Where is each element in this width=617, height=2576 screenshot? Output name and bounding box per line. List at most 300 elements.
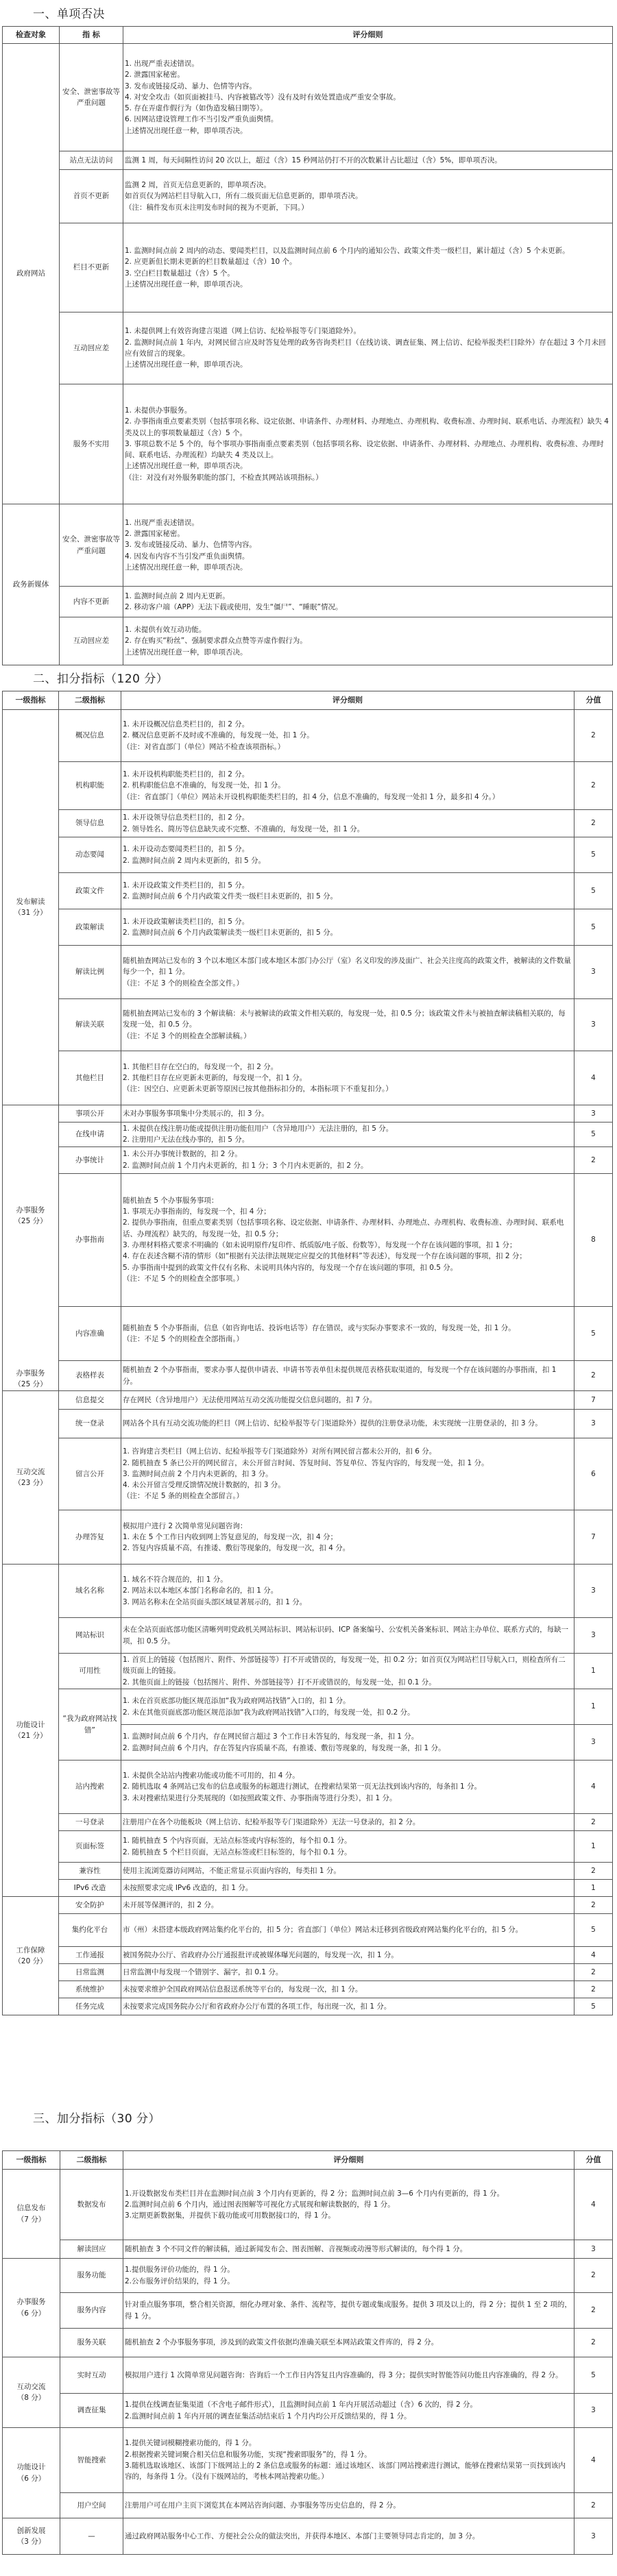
table-row — [3, 1814, 613, 1831]
indicator: 首页不更新 — [60, 170, 123, 223]
rule-line: 2. 注册用户无法在线办事的，扣 5 分。 — [123, 1136, 250, 1144]
scoring-rules — [123, 2170, 574, 2240]
indicator: 栏目不更新 — [60, 223, 123, 312]
score-value: 3 — [574, 1565, 613, 1618]
scoring-rules — [121, 1051, 574, 1105]
rule-line: 2. 移动客户端（APP）无法下载或使用，发生“僵尸”、“睡眠”情况。 — [125, 603, 343, 611]
header-secondary-indicator: 二级指标 — [59, 691, 121, 710]
secondary-indicator: 集约化平台 — [59, 1914, 121, 1947]
scoring-rules — [121, 1173, 574, 1306]
rule-line: 针对重点服务事项，整合相关资源，细化办理对象、条件、流程等，提供专题或集成服务。提供 3 项及以上的，得 2 分；提供 1 至 2 项的，得 1 分。 — [125, 2301, 572, 2320]
secondary-indicator: 安全防护 — [59, 1897, 121, 1914]
rule-line: 随机抽查网站已发布的 3 个解读稿：未与被解读的政策文件相关联的，每发现一处，扣 0.5 分；该政策文件未与被抽查解读稿相关联的，每发现一处，扣 0.5 分。 — [123, 1009, 566, 1029]
score-value: 5 — [574, 1122, 613, 1146]
indicator: 互动回应差 — [60, 617, 123, 665]
scoring-rules — [121, 1880, 574, 1897]
scoring-rules — [123, 44, 613, 151]
score-value: 2 — [574, 1361, 613, 1391]
rule-line: 未按要求完成国务院办公厅和省政府办公厅布置的各项工作，每出现一次，扣 1 分。 — [123, 2002, 391, 2011]
rule-line: 模拟用户进行 1 次简单常见问题咨询：咨询后一个工作日内答复且内容准确的，得 3 分；提供实时智能答问功能且内容准确的，得 2 分。 — [125, 2370, 563, 2379]
primary-indicator-line: （20 分） — [14, 1957, 47, 1966]
secondary-indicator: 页面标签 — [59, 1831, 121, 1863]
rule-line: 3. 未对搜索结果进行分类展现的（如按照政策文件、办事指南等进行分类），扣 1 分。 — [123, 1793, 397, 1802]
rule-line: 1. 未公开办事统计数据的，扣 2 分。 — [123, 1150, 242, 1159]
primary-indicator-line: （6 分） — [16, 2474, 46, 2483]
scoring-rules — [121, 1725, 574, 1761]
scoring-rules — [121, 999, 574, 1051]
rule-line: 存在网民（含异地用户）无法使用网站互动交流功能提交信息问题的，扣 7 分。 — [123, 1395, 377, 1404]
primary-indicator-line: 办事服务 — [16, 1206, 45, 1214]
table-row — [3, 999, 613, 1051]
rule-line: 2. 提供办事指南，但重点要素类别（包括事项名称、设定依据、申请条件、办理材料、办理地点、办理机构、收费标准、办理时间、联系电话、办理流程）缺失的，每发现一处，扣 0.5 分； — [123, 1218, 564, 1238]
table-row — [3, 1964, 613, 1981]
table-row — [3, 1618, 613, 1654]
table-row — [3, 1361, 613, 1391]
header-check-object: 检查对象 — [3, 27, 60, 44]
score-value: 2 — [574, 1814, 613, 1831]
secondary-indicator: 任务完成 — [59, 1998, 121, 2015]
rule-line: 1. 未提供有效互动功能。 — [125, 626, 206, 635]
header-scoring-rules: 评分细则 — [123, 27, 613, 44]
rule-line: 3. 发布或链接反动、暴力、色情等内容。 — [125, 82, 256, 90]
score-value: 4 — [574, 1947, 613, 1964]
primary-indicator-line: （8 分） — [16, 2394, 46, 2402]
primary-indicator-line: 互动交流 — [16, 2382, 46, 2391]
rule-line: 随机抽查 3 个不同文件的解读稿，通过新闻发布会、图表图解、音视频或动漫等形式解读的，每个得 1 分。 — [125, 2244, 468, 2253]
scoring-rules — [121, 762, 574, 810]
rule-line: 1. 咨询建言类栏目（网上信访、纪检举报等专门渠道除外）对所有网民留言都未公开的，扣 6 分。 — [123, 1447, 437, 1456]
scoring-rules — [123, 617, 613, 665]
primary-indicator-line: 功能设计 — [16, 1720, 45, 1729]
rule-line: 日常监测中每发现一个错别字、漏字，扣 0.1 分。 — [123, 1967, 283, 1976]
primary-indicator-line: （6 分） — [16, 2309, 46, 2318]
scoring-rules — [121, 1510, 574, 1565]
table-row — [3, 1051, 613, 1105]
table-row — [3, 1173, 613, 1306]
primary-indicator — [3, 1391, 59, 1565]
rule-line: 注册用户可在用户主页下浏览其在本网站咨询问题、办事服务等历史信息的，得 2 分。 — [125, 2501, 400, 2510]
scoring-rules — [121, 1410, 574, 1438]
table-row — [3, 384, 613, 504]
rule-line: 1. 事项无办事指南的，每发现一个，扣 4 分； — [123, 1207, 271, 1216]
score-value: 3 — [574, 946, 613, 999]
scoring-rules — [121, 1897, 574, 1914]
rule-line: 1. 监测时间点前 2 周内无更新。 — [125, 591, 230, 600]
score-value: 2 — [574, 1964, 613, 1981]
secondary-indicator: 服务功能 — [60, 2259, 123, 2293]
primary-indicator-line: （21 分） — [14, 1732, 47, 1741]
rule-line: 未按要求维护全国政府网站信息报送系统等平台的，每发现一次，扣 1 分。 — [123, 1985, 363, 1994]
scoring-rules — [121, 1391, 574, 1410]
score-value: 3 — [574, 1410, 613, 1438]
rule-line: 2. 其他页面上的链接（包括图片、附件、外部链接等）打不开或错误的，每发现一处，扣 0.1 分。 — [123, 1678, 436, 1686]
primary-indicator-line: （7 分） — [16, 2215, 46, 2224]
rule-line: （注：不足 5 条的则检查全部留言。） — [123, 1492, 244, 1501]
rule-line: 随机抽查 5 个办事指南，信息（如咨询电话、投诉电话等）存在错误，或与实际办事要求不一致的，每发现一处，扣 1 分。 — [123, 1323, 516, 1332]
header-primary-indicator: 一级指标 — [3, 2151, 60, 2170]
score-value: 2 — [574, 2329, 613, 2357]
primary-indicator-line: 互动交流 — [16, 1467, 45, 1476]
scoring-rules — [121, 1814, 574, 1831]
secondary-indicator: 站内搜索 — [59, 1761, 121, 1814]
secondary-indicator: 可用性 — [59, 1654, 121, 1689]
scoring-rules — [121, 1964, 574, 1981]
primary-indicator-line: 工作保障 — [16, 1946, 45, 1954]
veto-table — [2, 26, 613, 665]
rule-line: 5. 存在弄虚作假行为（如伪造发稿日期等）。 — [125, 104, 267, 113]
scoring-rules — [121, 1947, 574, 1964]
rule-line: 2. 监测时间点前 2 周内未更新的，扣 5 分。 — [123, 856, 266, 865]
score-value: 1 — [574, 1654, 613, 1689]
rule-line: 2. 办事指南重点要素类别（包括事项名称、设定依据、申请条件、办理材料、办理地点、办理机构、收费标准、办理时间、联系电话、办理流程）缺失 4 类及以上的事项数量超过（含）5 个。 — [125, 417, 609, 437]
primary-indicator — [3, 2428, 60, 2518]
header-scoring-rules: 评分细则 — [121, 691, 574, 710]
rule-line: 3. 事项总数不足 5 个的，每个事项办事指南重点要素类别（包括事项名称、设定依据、申请条件、办理材料、办理地点、办理机构、收费标准、办理时间、联系电话、办理流程）均缺失 4 类及以上。 — [125, 439, 604, 460]
table-row — [3, 1510, 613, 1565]
table-row — [3, 617, 613, 665]
secondary-indicator: 动态要闻 — [59, 837, 121, 873]
rule-line: 使用主流浏览器访问网站，不能正常显示页面内容的，每类扣 1 分。 — [123, 1866, 341, 1875]
rule-line: 监测 2 周，首页无信息更新的，即单项否决。 — [125, 181, 271, 190]
rule-line: 1. 首页上的链接（包括图片、附件、外部链接等）打不开或错误的，每发现一处，扣 0.2 分；如首页仅为网站栏目导航入口，则检查所有二级页面上的链接。 — [123, 1656, 566, 1676]
table-row — [3, 44, 613, 151]
rule-line: 2.监测时间点前 6 个月内，通过图表图解等可视化方式展现和解读数据的，得 1 分。 — [125, 2200, 395, 2209]
rule-line: 1. 未在首页底部功能区规范添加“我为政府网站找错”入口的，扣 1 分。 — [123, 1697, 350, 1706]
rule-line: 4. 存在表述含糊不清的情形（如“根据有关法律法规规定应提交的其他材料”等表述），每发现一个存在该问题的事项，扣 2 分； — [123, 1252, 527, 1261]
scoring-rules — [121, 1863, 574, 1880]
score-value: 2 — [574, 2293, 613, 2329]
scoring-rules — [121, 873, 574, 909]
scoring-rules — [123, 2518, 574, 2555]
secondary-indicator: “我为政府网站找错” — [59, 1689, 121, 1761]
scoring-rules — [123, 587, 613, 617]
rule-line: 3. 网站名称未在全站页面头部区域显著展示的，扣 1 分。 — [123, 1597, 307, 1606]
rule-line: （注：因空白、应更新未更新等原因已按其他指标扣分的，本指标项下不重复扣分。） — [123, 1085, 393, 1094]
primary-indicator-line: 创新发展 — [16, 2526, 46, 2535]
rule-line: 2. 随机抽查 5 个栏目页面，无站点标签或栏目标签的，每个扣 0.1 分。 — [123, 1848, 352, 1856]
secondary-indicator: IPv6 改造 — [59, 1880, 121, 1897]
rule-line: 2. 监测时间点前 1 个月内未更新的，扣 1 分；3 个月内未更新的，扣 2 分。 — [123, 1161, 368, 1170]
table-row — [3, 1914, 613, 1947]
primary-indicator-line: （25 分） — [14, 1379, 47, 1388]
secondary-indicator: 解读关联 — [59, 999, 121, 1051]
indicator: 服务不实用 — [60, 384, 123, 504]
rule-line: 未在全站页面底部功能区清晰列明党政机关网站标识、网站标识码、ICP 备案编号、公安机关备案标识、网站主办单位、联系方式的，每缺一项，扣 0.5 分。 — [123, 1626, 569, 1645]
score-value: 5 — [574, 1914, 613, 1947]
rule-line: 上述情况出现任意一种，即单项否决。 — [125, 280, 247, 289]
secondary-indicator: 办理答复 — [59, 1510, 121, 1565]
rule-line: 2. 概况信息更新不及时或不准确的，每发现一处，扣 1 分。 — [123, 731, 314, 740]
indicator: 互动回应差 — [60, 312, 123, 384]
rule-line: 1. 未开设政策文件类栏目的，扣 5 分。 — [123, 881, 250, 890]
table-row — [3, 1981, 613, 1998]
rule-line: 2. 监测时间点前 6 个月内政策文件类一级栏目未更新的，扣 5 分。 — [123, 892, 338, 900]
rule-line: 1. 监测时间点前 6 个月内，存在网民留言超过 3 个工作日未答复的，每发现一条，扣 1 分。 — [123, 1732, 419, 1741]
rule-line: 2.根据搜索关键词聚合相关信息和服务功能，实现“搜索即服务”的，得 1 分。 — [125, 2450, 372, 2459]
secondary-indicator: — — [60, 2518, 123, 2555]
score-value: 2 — [574, 1981, 613, 1998]
score-value: 2 — [574, 810, 613, 837]
rule-line: 未开展等保测评的，扣 2 分。 — [123, 1900, 219, 1909]
scoring-rules — [121, 1618, 574, 1654]
rule-line: 3. 监测时间点前 2 个月内未更新的，扣 3 分。 — [123, 1469, 273, 1478]
deduction-table — [2, 691, 613, 2015]
score-value: 5 — [574, 2357, 613, 2394]
rule-line: 上述情况出现任意一种，即单项否决。 — [125, 648, 247, 657]
rule-line: 4. 未公开留言受理反馈情况统计数据的，扣 3 分。 — [123, 1481, 285, 1490]
scoring-rules — [123, 223, 613, 312]
rule-line: 2. 监测时间点前 6 个月内政策解读类一级栏目未更新的，扣 5 分。 — [123, 929, 338, 937]
secondary-indicator: 统一登录 — [59, 1410, 121, 1438]
rule-line: 监测 1 周，每天间隔性访问 20 次以上，超过（含）15 秒网站仍打不开的次数累计占比超过（含）5%，即单项否决。 — [125, 156, 502, 164]
table-row — [3, 1306, 613, 1361]
primary-indicator — [3, 2518, 60, 2555]
table-row — [3, 1897, 613, 1914]
score-value: 3 — [574, 2518, 613, 2555]
rule-line: 1. 监测时间点前 2 周内的动态、要闻类栏目，以及监测时间点前 6 个月内的通知公告、政策文件类一级栏目，累计超过（含）5 个未更新。 — [125, 246, 570, 255]
rule-line: 1. 未开设动态要闻类栏目的，扣 5 分。 — [123, 845, 250, 854]
scoring-rules — [121, 1689, 574, 1725]
rule-line: 2.监测时间点前 1 年内开展的调查征集活动结束后 1 个月内均公开反馈结果的，得 1 分。 — [125, 2412, 411, 2420]
table-row — [3, 1146, 613, 1173]
secondary-indicator: 兼容性 — [59, 1863, 121, 1880]
score-value: 5 — [574, 837, 613, 873]
scoring-rules — [123, 2428, 574, 2493]
secondary-indicator: 日常监测 — [59, 1964, 121, 1981]
table-row — [3, 1880, 613, 1897]
header-secondary-indicator: 二级指标 — [60, 2151, 123, 2170]
scoring-rules — [123, 312, 613, 384]
rule-line: 随机抽查 2 个办事指南，要求办事人提供申请表、申请书等表单但未提供规范表格获取渠道的，每发现一个存在该问题的办事指南，扣 1 分。 — [123, 1366, 557, 1386]
scoring-rules — [121, 1914, 574, 1947]
secondary-indicator: 事项公开 — [59, 1105, 121, 1123]
table-row — [3, 837, 613, 873]
scoring-rules — [121, 1998, 574, 2015]
score-value: 3 — [574, 2240, 613, 2259]
scoring-rules — [121, 1565, 574, 1618]
rule-line: 4. 对安全攻击（如页面被挂马、内容被篡改等）没有及时有效处置造成严重安全事故。 — [125, 93, 400, 101]
score-value: 2 — [574, 1146, 613, 1173]
table-row — [3, 170, 613, 223]
score-value: 1 — [574, 1880, 613, 1897]
scoring-rules — [123, 384, 613, 504]
rule-line: 2. 其他栏目存在应更新未更新的，每发现一个，扣 1 分。 — [123, 1073, 307, 1082]
secondary-indicator: 域名名称 — [59, 1565, 121, 1618]
score-value: 5 — [574, 1998, 613, 2015]
table-row — [3, 1391, 613, 1410]
score-value: 2 — [574, 2493, 613, 2518]
scoring-rules — [123, 504, 613, 587]
primary-indicator-line: （3 分） — [16, 2538, 46, 2546]
table-row — [3, 2259, 613, 2293]
table-row — [3, 1565, 613, 1618]
score-value: 5 — [574, 909, 613, 946]
score-value: 3 — [574, 2394, 613, 2428]
header-scoring-rules: 评分细则 — [123, 2151, 574, 2170]
scoring-rules — [121, 909, 574, 946]
rule-line: 1. 未提供办事服务。 — [125, 406, 192, 415]
rule-line: （注：不足 3 个的则检查全部文件。） — [123, 979, 244, 988]
table-row — [3, 710, 613, 762]
score-value: 2 — [574, 2259, 613, 2293]
secondary-indicator: 服务关联 — [60, 2329, 123, 2357]
rule-line: 如首页仅为网站栏目导航入口，所有二级页面无信息更新的，即单项否决。 — [125, 192, 363, 201]
section-heading-veto: 一、单项否决 — [33, 8, 105, 21]
rule-line: 3.随机选取该地区、该部门下级网站上的 2 条信息或服务的标题：通过该地区、该部门网站搜索进行测试，能够在搜索结果第一页找到该内容的，每条得 1 分。（没有下级网站的，考核本网站搜索功能。） — [125, 2462, 566, 2481]
table-row — [3, 2394, 613, 2428]
table-row — [3, 1122, 613, 1146]
indicator: 站点无法访问 — [60, 151, 123, 170]
rule-line: 3.定期更新数据集，并提供下载功能或可用数据接口的，得 1 分。 — [125, 2211, 335, 2220]
rule-line: 3. 空白栏目数量超过（含）5 个。 — [125, 269, 234, 278]
rule-line: 3. 发布或链接反动、暴力、色情等内容。 — [125, 541, 256, 550]
score-value: 4 — [574, 2170, 613, 2240]
scoring-rules — [123, 2329, 574, 2357]
table-row — [3, 810, 613, 837]
table-row — [3, 2493, 613, 2518]
check-object: 政务新媒体 — [3, 504, 60, 665]
primary-indicator — [3, 710, 59, 1105]
primary-indicator-line: （25 分） — [14, 1217, 47, 1226]
table-row — [3, 1410, 613, 1438]
table-row — [3, 2428, 613, 2493]
secondary-indicator: 工作通报 — [59, 1947, 121, 1964]
scoring-rules — [121, 710, 574, 762]
rule-line: 通过政府网站服务中心工作、方便社会公众的做法突出，并获得本地区、本部门主要领导同志肯定的，加 3 分。 — [125, 2531, 480, 2540]
scoring-rules — [121, 1654, 574, 1689]
rule-line: 未对办事服务事项集中分类展示的，扣 3 分。 — [123, 1109, 269, 1118]
rule-line: 6. 因网站建设管理工作不当引发严重负面舆情。 — [125, 115, 278, 124]
score-value: 3 — [574, 1618, 613, 1654]
secondary-indicator: 政策解读 — [59, 909, 121, 946]
table-row — [3, 2293, 613, 2329]
rule-line: （注：稿件发布页未注明发布时间的视为不更新，下同。） — [125, 203, 308, 212]
table-row — [3, 2329, 613, 2357]
indicator: 安全、泄密事故等严重问题 — [60, 504, 123, 587]
rule-line: （注：对省直部门（单位）网站不检查该项指标。） — [123, 742, 285, 751]
score-value: 7 — [574, 1510, 613, 1565]
secondary-indicator: 概况信息 — [59, 710, 121, 762]
secondary-indicator: 用户空间 — [60, 2493, 123, 2518]
scoring-rules — [123, 170, 613, 223]
score-value: 4 — [574, 1761, 613, 1814]
primary-indicator-line: 信息发布 — [16, 2204, 46, 2213]
rule-line: 随机抽查 2 个办事服务事项，涉及到的政策文件依据均准确关联至本网站政策文件库的，得 2 分。 — [125, 2338, 439, 2347]
secondary-indicator: 信息提交 — [59, 1391, 121, 1410]
rule-line: 1.开设数据发布类栏目并在监测时间点前 3 个月内有更新的，得 2 分；监测时间点前 3—6 个月内有更新的，得 1 分。 — [125, 2189, 505, 2198]
secondary-indicator: 办事指南 — [59, 1173, 121, 1306]
rule-line: 1. 未提供全站站内搜索功能或功能不可用的，扣 4 分。 — [123, 1771, 300, 1780]
primary-indicator-line: （23 分） — [14, 1479, 47, 1488]
secondary-indicator: 表格样表 — [59, 1361, 121, 1391]
table-row — [3, 2357, 613, 2394]
score-value: 2 — [574, 710, 613, 762]
secondary-indicator: 服务内容 — [60, 2293, 123, 2329]
primary-indicator — [3, 1897, 59, 2015]
table-row — [3, 1998, 613, 2015]
score-value: 3 — [574, 999, 613, 1051]
secondary-indicator: 机构职能 — [59, 762, 121, 810]
scoring-rules — [123, 151, 613, 170]
score-value: 5 — [574, 873, 613, 909]
table-row — [3, 2518, 613, 2555]
rule-line: 2. 答复内容质量不高，有推诿、敷衍等现象的，每发现一次，扣 4 分。 — [123, 1544, 350, 1553]
scoring-rules — [121, 1981, 574, 1998]
rule-line: 3. 办理材料格式要求不明确的（如未说明原件/复印件、纸质版/电子版、份数等），每发现一个存在该问题的事项，扣 1 分； — [123, 1241, 517, 1250]
rule-line: 2. 泄露国家秘密。 — [125, 530, 184, 539]
scoring-rules — [123, 2293, 574, 2329]
scoring-rules — [121, 1122, 574, 1146]
rule-line: 2. 网站未以本地区本部门名称命名的，扣 1 分。 — [123, 1586, 278, 1595]
score-value: 6 — [574, 1438, 613, 1510]
primary-indicator-line: 办事服务 — [16, 2298, 46, 2307]
rule-line: 2. 机构职能信息不准确的，每发现一处，扣 1 分。 — [123, 781, 285, 790]
table-row — [3, 2170, 613, 2240]
scoring-rules — [121, 1438, 574, 1510]
rule-line: 1. 其他栏目存在空白的，每发现一个，扣 2 分。 — [123, 1062, 278, 1071]
table-row — [3, 1654, 613, 1689]
score-value: 2 — [574, 1863, 613, 1880]
rule-line: 上述情况出现任意一种，即单项否决。 — [125, 563, 247, 572]
scoring-rules — [121, 1361, 574, 1391]
table-row — [3, 2240, 613, 2259]
table-row — [3, 1947, 613, 1964]
table-row — [3, 1438, 613, 1510]
secondary-indicator: 网站标识 — [59, 1618, 121, 1654]
rule-line: 网站各个具有互动交流功能的栏目（网上信访、纪检举报等专门渠道除外）提供的注册登录功能，未实现统一注册登录的，扣 3 分。 — [123, 1419, 542, 1428]
secondary-indicator: 留言公开 — [59, 1438, 121, 1510]
rule-line: 4. 因发布内容不当引发严重负面舆情。 — [125, 552, 250, 561]
table-row — [3, 312, 613, 384]
primary-indicator — [3, 2170, 60, 2259]
table-row — [3, 151, 613, 170]
secondary-indicator: 数据发布 — [60, 2170, 123, 2240]
rule-line: 5. 办事指南中提到的政策文件仅有名称、未说明具体内容的，每发现一个存在该问题的事项，扣 0.5 分。 — [123, 1263, 458, 1272]
primary-indicator-line: 办事服务 — [16, 1369, 45, 1377]
rule-line: 1. 未提供在线注册功能或提供注册功能但用户（含异地用户）无法注册的，扣 5 分。 — [123, 1124, 394, 1133]
score-value: 4 — [574, 1051, 613, 1105]
secondary-indicator: 系统维护 — [59, 1981, 121, 1998]
rule-line: 1. 未开设机构职能类栏目的，扣 2 分。 — [123, 770, 250, 779]
scoring-rules — [123, 2394, 574, 2428]
scoring-rules — [121, 946, 574, 999]
primary-indicator — [3, 2259, 60, 2357]
rule-line: 注册用户在各个功能板块（网上信访、纪检举报等专门渠道除外）无法一号登录的，扣 2 分。 — [123, 1817, 420, 1826]
header-score: 分值 — [574, 691, 613, 710]
score-value: 2 — [574, 762, 613, 810]
scoring-rules — [121, 1306, 574, 1361]
secondary-indicator: 其他栏目 — [59, 1051, 121, 1105]
section-heading-deduction: 二、扣分指标（120 分） — [33, 672, 169, 686]
secondary-indicator: 智能搜索 — [60, 2428, 123, 2493]
scoring-rules — [123, 2357, 574, 2394]
table-row — [3, 873, 613, 909]
section-heading-bonus: 三、加分指标（30 分） — [33, 2112, 161, 2126]
rule-line: 1. 未开设领导信息类栏目的，扣 2 分。 — [123, 813, 250, 822]
primary-indicator-line: 功能设计 — [16, 2463, 46, 2472]
score-value: 7 — [574, 1391, 613, 1410]
rule-line: 模拟用户进行 2 次简单常见问题咨询： — [123, 1521, 247, 1530]
rule-line: 上述情况出现任意一种，即单项否决。 — [125, 126, 247, 135]
rule-line: 2. 未在其他页面底部功能区规范添加“我为政府网站找错”入口的，每发现一处，扣 0.2 分。 — [123, 1708, 415, 1717]
score-value: 2 — [574, 1897, 613, 1914]
rule-line: 2. 随机抽查 5 条已公开的网民留言，未公开留言时间、答复时间、答复单位、答复内容的，每发现一处，扣 1 分。 — [123, 1458, 489, 1467]
secondary-indicator: 解读回应 — [60, 2240, 123, 2259]
score-value: 8 — [574, 1173, 613, 1306]
secondary-indicator: 内容准确 — [59, 1306, 121, 1361]
rule-line: 市（州）未搭建本级政府网站集约化平台的，扣 5 分；省直部门（单位）网站未迁移到省级政府网站集约化平台的，扣 5 分。 — [123, 1926, 523, 1935]
rule-line: （注：不足 3 个的则检查全部解读稿。） — [123, 1031, 251, 1040]
